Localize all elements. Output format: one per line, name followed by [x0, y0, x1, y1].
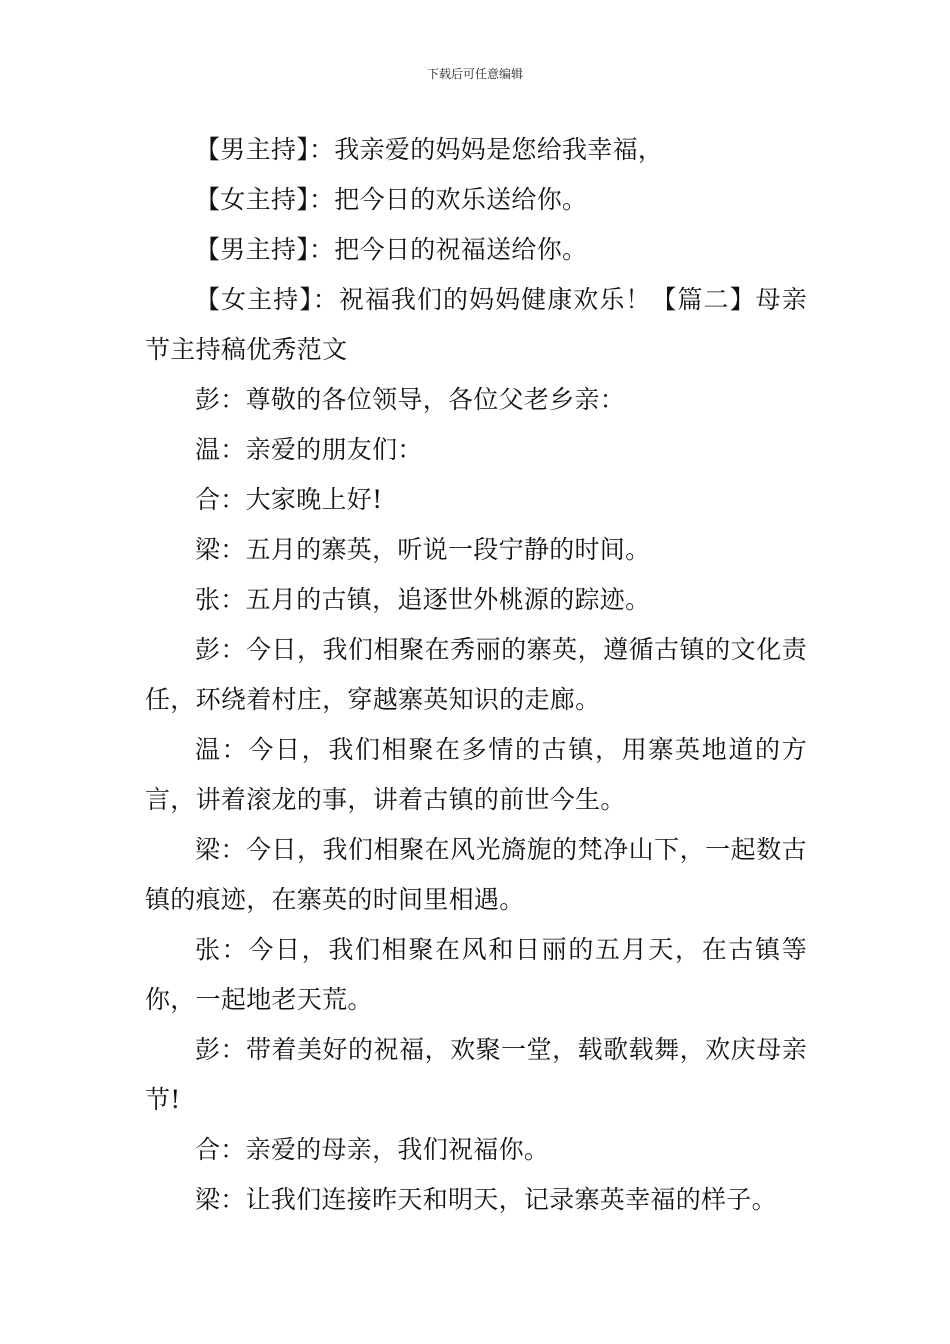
paragraph: 【女主持】：把今日的欢乐送给你。 [195, 185, 588, 214]
paragraph: 【男主持】：我亲爱的妈妈是您给我幸福， [195, 135, 664, 164]
paragraph: 合：大家晚上好! [195, 485, 383, 514]
paragraph: 梁：让我们连接昨天和明天，记录寨英幸福的样子。 [195, 1185, 777, 1214]
paragraph: 【男主持】：把今日的祝福送给你。 [195, 235, 588, 264]
paragraph: 【女主持】：祝福我们的妈妈健康欢乐！【篇二】母亲节主持稿优秀范文 [145, 285, 807, 364]
paragraph: 温：今日，我们相聚在多情的古镇，用寨英地道的方言，讲着滚龙的事，讲着古镇的前世今生。 [145, 735, 807, 814]
paragraph: 梁：今日，我们相聚在风光旖旎的梵净山下，一起数古镇的痕迹，在寨英的时间里相遇。 [145, 835, 807, 914]
paragraph: 彭：今日，我们相聚在秀丽的寨英，遵循古镇的文化责任，环绕着村庄，穿越寨英知识的走廊。 [145, 635, 807, 714]
paragraph: 彭：尊敬的各位领导，各位父老乡亲： [195, 385, 626, 414]
document-body [145, 125, 807, 1225]
paragraph: 张：五月的古镇，追逐世外桃源的踪迹。 [195, 585, 651, 614]
paragraph: 合：亲爱的母亲，我们祝福你。 [195, 1135, 550, 1164]
paragraph: 梁：五月的寨英，听说一段宁静的时间。 [195, 535, 651, 564]
paragraph: 彭：带着美好的祝福，欢聚一堂，载歌载舞，欢庆母亲节! [145, 1035, 807, 1114]
paragraph: 温：亲爱的朋友们： [195, 435, 423, 464]
page-header: 下载后可任意编辑 [426, 67, 523, 81]
paragraph: 张：今日，我们相聚在风和日丽的五月天，在古镇等你，一起地老天荒。 [145, 935, 807, 1014]
